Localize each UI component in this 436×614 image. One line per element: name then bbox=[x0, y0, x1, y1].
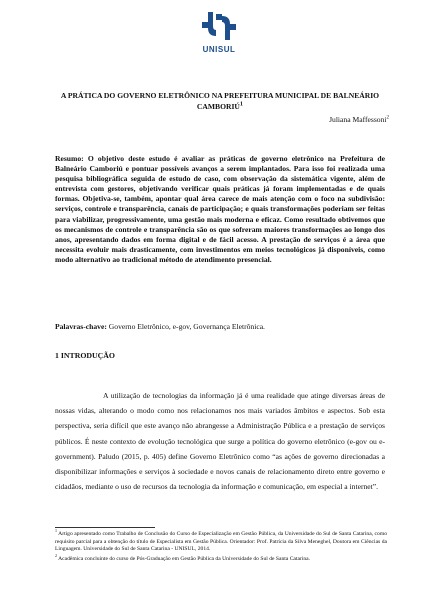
footnote bbox=[55, 528, 387, 554]
logo-text: UNISUL bbox=[202, 45, 236, 54]
paper-title-text: A PRÁTICA DO GOVERNO ELETRÔNICO NA PREFEITURA MUNICIPAL DE BALNEÁRIO CAMBORIÚ bbox=[60, 91, 380, 111]
footnote-mark: 1 bbox=[55, 528, 57, 534]
unisul-logo-icon bbox=[200, 8, 238, 44]
university-logo bbox=[195, 8, 243, 54]
keywords-list: Governo Eletrônico, e-gov, Governança Eletrônica. bbox=[106, 322, 265, 331]
section-heading: 1 INTRODUÇÃO bbox=[55, 351, 115, 360]
author-footnote-mark: 2 bbox=[386, 115, 389, 121]
author-name: Juliana Maffessoni bbox=[329, 115, 387, 124]
keywords-label: Palavras-chave: bbox=[55, 322, 107, 331]
paper-title bbox=[55, 91, 385, 112]
footnote-divider bbox=[55, 527, 155, 528]
paper-author bbox=[329, 115, 389, 124]
abstract: Resumo: O objetivo deste estudo é avaliar as práticas de governo eletrônico na Prefeitura de Balneário Camboriú e pontuar possíveis avanços a serem implantados. Para isso foi realizada uma pesquisa bibliográfica seguida de estudo de caso, com observação da sistemática vigente, além de entrevista com gestores, objetivando verificar quais práticas já foram implementadas e de quais formas. Objetiva-se, também, apontar qual área carece de mais atenção com o foco na subdivisão: serviços, controle e transparência, canais de participação; e quais transformações poderiam ser feitas para viabilizar, progressivamente, uma gestão mais moderna e eficaz. Como resultado obtivemos que os mecanismos de controle e transparência são os que sofreram maiores transformações ao longo dos anos, apresentando dados em forma digital e de fácil acesso. A prestação de serviços é a área que necessita evoluir mais drasticamente, com investimentos em meios tecnológicos já disponíveis, como modo alternativo ao tradicional método de atendimento presencial. bbox=[55, 154, 385, 264]
title-footnote-mark: 1 bbox=[239, 99, 244, 107]
footnote-mark: 2 bbox=[55, 552, 57, 558]
introduction-paragraph: A utilização de tecnologias da informação já é uma realidade que atinge diversas áreas de nossas vidas, alterando o modo como nos relacionamos nos mais variados âmbitos e aspectos. Sob esta perspectiva, seria difícil que este avanço não abrangesse a Administração Pública e a prestação de serviços públicos. É neste contexto de evolução tecnológica que surge a política do governo eletrônico (e-gov ou e-government). Paludo (2015, p. 405) define Governo Eletrônico como “as ações de governo direcionadas a disponibilizar informações e serviços à sociedade e novos canais de relacionamento direto entre governo e cidadãos, mediante o uso de recursos da tecnologia da informação e comunicação, em especial a internet”. bbox=[55, 391, 385, 492]
footnote bbox=[55, 552, 387, 564]
footnote-text: Acadêmica concluinte do curso de Pós-Graduação em Gestão Pública da Universidade do Sul de Santa Catarina. bbox=[57, 555, 311, 562]
keywords bbox=[55, 322, 385, 331]
footnotes bbox=[55, 528, 387, 565]
footnote-text: Artigo apresentado como Trabalho de Conclusão do Curso de Especialização em Gestão Pública, da Universidade do Sul de Santa Catarina, como requisito parcial para a obtenção do título de Especialista em Gestão Pública. Orientador: Prof. Patrícia da Silva Meneghel, Doutora em Ciências da Linguagem. Universidade do Sul de Santa Catarina - UNISUL, 2014. bbox=[55, 531, 387, 552]
